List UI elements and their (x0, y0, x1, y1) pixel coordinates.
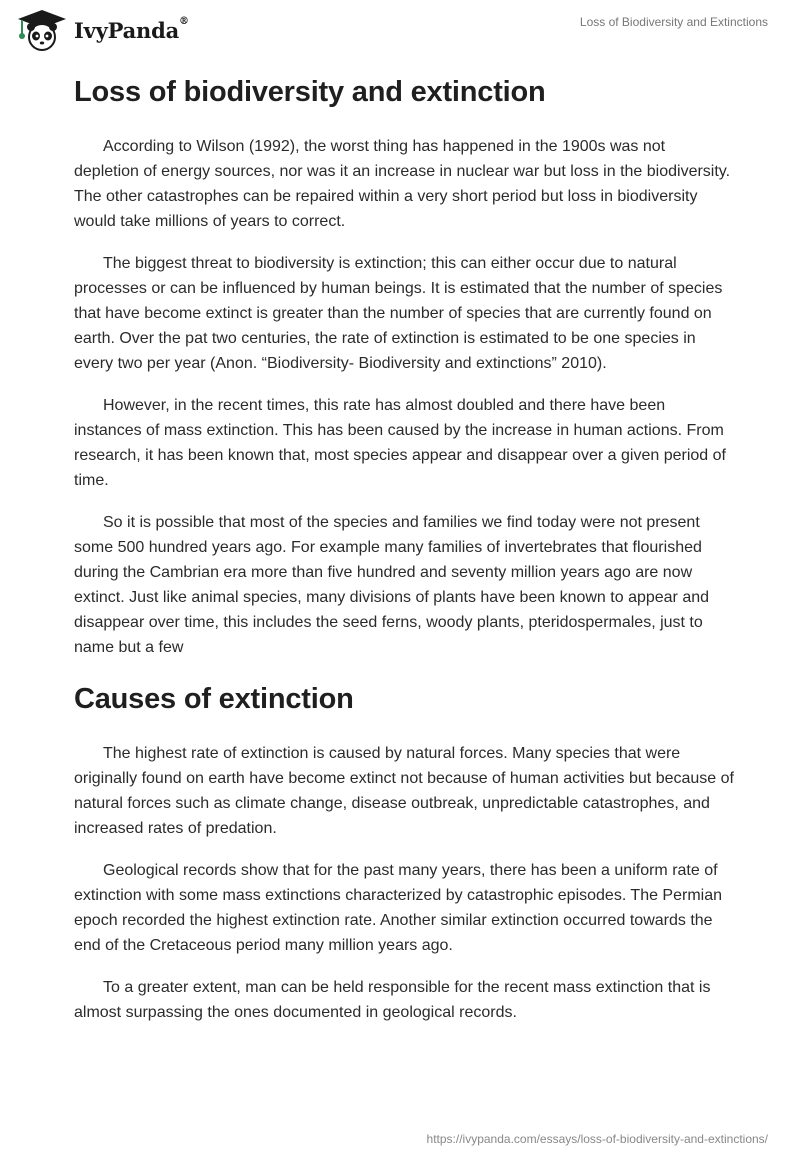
paragraph: Geological records show that for the past many years, there has been a uniform rate of extinction with some mass extinctions characterized by catastrophic episodes. The Permian epoch recorded the highest extinction rate. Another similar extinction occurred towards the end of the Cretaceous period many million years ago. (74, 862, 723, 954)
essay-body (74, 70, 734, 1042)
panda-graduate-icon (16, 8, 68, 52)
section-heading: Causes of extinction (74, 683, 354, 715)
paragraph: The highest rate of extinction is caused by natural forces. Many species that were originally found on earth have become extinct not because of human activities but because of natural forces such as climate change, disease outbreak, unpredictable catastrophes, and increased rates of predation. (74, 745, 734, 837)
paragraph: So it is possible that most of the species and families we find today were not present some 500 hundred years ago. For example many families of invertebrates that flourished during the Cambrian era more than five hundred and seventy million years ago are now extinct. Just like animal species, many divisions of plants have been known to appear and disappear over time, this includes the seed ferns, woody plants, pteridospermales, just to name but a few (74, 514, 710, 656)
page-header (0, 0, 800, 60)
paragraph: To a greater extent, man can be held responsible for the recent mass extinction that is almost surpassing the ones documented in geological records. (74, 979, 711, 1021)
source-url[interactable]: https://ivypanda.com/essays/loss-of-biodiversity-and-extinctions/ (426, 1132, 768, 1146)
ivypanda-logo[interactable] (16, 8, 189, 52)
paragraph: According to Wilson (1992), the worst thing has happened in the 1900s was not depletion of energy sources, nor was it an increase in nuclear war but loss in the biodiversity. The other catastrophes can be repaired within a very short period but loss in biodiversity would take millions of years to correct. (74, 138, 731, 230)
document-title: Loss of Biodiversity and Extinctions (579, 15, 768, 29)
logo-text: IvyPanda® (74, 15, 189, 43)
paragraph: The biggest threat to biodiversity is extinction; this can either occur due to natural processes or can be influenced by human beings. It is estimated that the number of species that have become extinct is greater than the number of species that are currently found on earth. Over the pat two centuries, the rate of extinction is estimated to be one species in every two per year (Anon. “Biodiversity- Biodiversity and extinctions” 2010). (74, 255, 723, 372)
paragraph: However, in the recent times, this rate has almost doubled and there have been instances of mass extinction. This has been caused by the increase in human actions. From research, it has been known that, most species appear and disappear over a given period of time. (74, 397, 726, 489)
registered-mark: ® (179, 15, 189, 27)
section-heading: Loss of biodiversity and extinction (74, 76, 546, 108)
